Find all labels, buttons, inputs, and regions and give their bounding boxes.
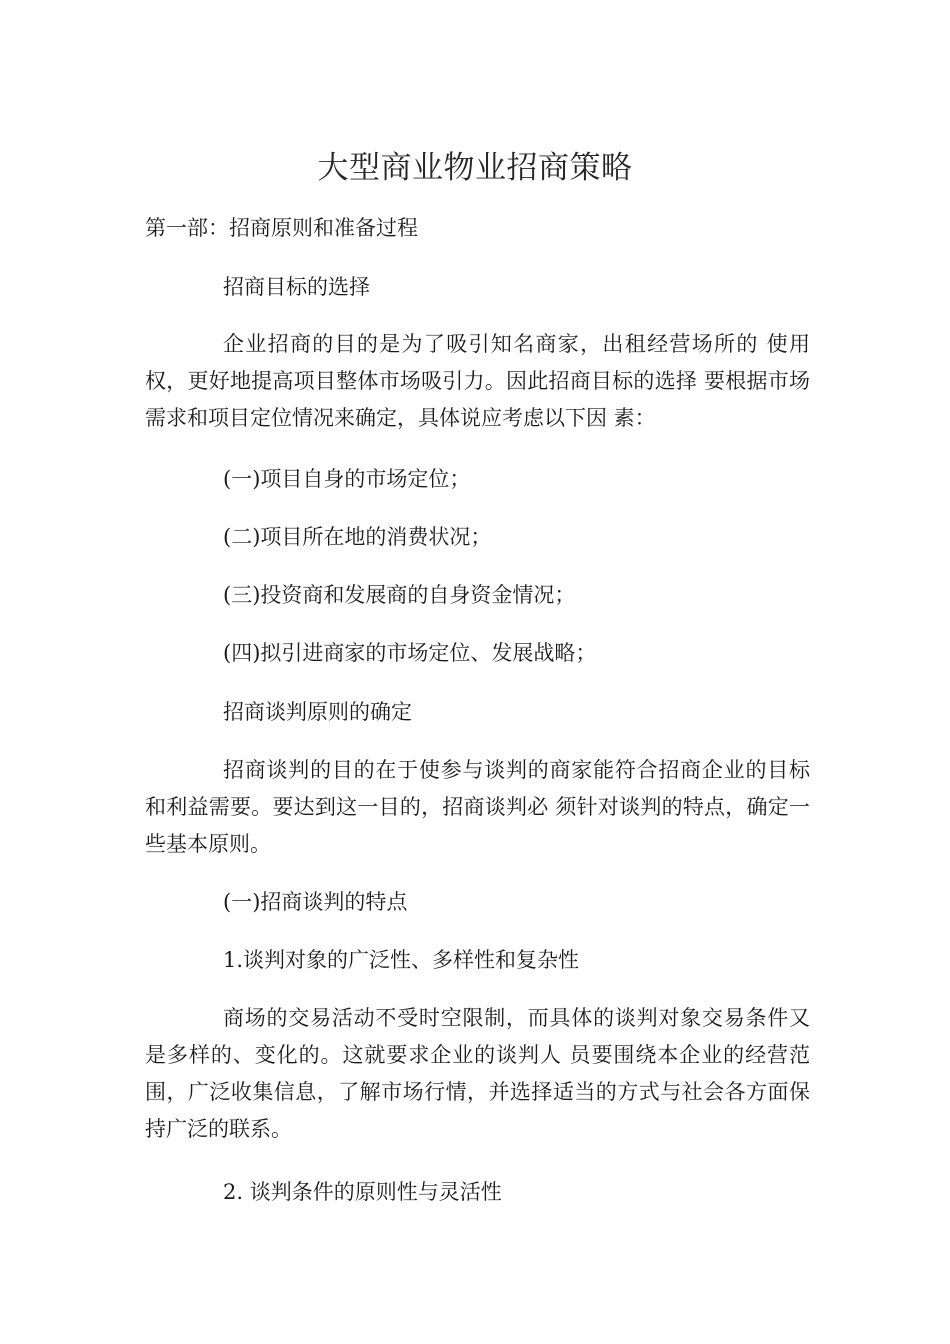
sub-heading-target-selection: 招商目标的选择 — [223, 275, 370, 299]
document-title: 大型商业物业招商策略 — [317, 150, 633, 186]
numbered-item-1: 1.谈判对象的广泛性、多样性和复杂性 — [223, 948, 580, 972]
factor-item: (一)项目自身的市场定位； — [223, 467, 471, 491]
section-heading: 第一部：招商原则和准备过程 — [145, 216, 418, 240]
numbered-item-2: 2. 谈判条件的原则性与灵活性 — [223, 1180, 502, 1204]
paragraph-negotiation-targets: 商场的交易活动不受时空限制，而具体的谈判对象交易条件又是多样的、变化的。这就要求企业的谈判人 员要围绕本企业的经营范围，广泛收集信息，了解市场行情，并选择适当的方式与社会各方面保持广泛的联系。 — [145, 1006, 810, 1141]
factor-item: (四)拟引进商家的市场定位、发展战略； — [223, 641, 597, 665]
paragraph-negotiation-principles: 招商谈判的目的在于使参与谈判的商家能符合招商企业的目标和利益需要。要达到这一目的，招商谈判必 须针对谈判的特点，确定一些基本原则。 — [145, 758, 810, 856]
sub-heading-negotiation-principles: 招商谈判原则的确定 — [223, 700, 412, 724]
factor-item: (三)投资商和发展商的自身资金情况； — [223, 583, 576, 607]
factor-item: (二)项目所在地的消费状况； — [223, 525, 492, 549]
point-heading-negotiation-features: (一)招商谈判的特点 — [223, 890, 408, 914]
paragraph-target-selection: 企业招商的目的是为了吸引知名商家，出租经营场所的 使用权，更好地提高项目整体市场吸引力。因此招商目标的选择 要根据市场需求和项目定位情况来确定，具体说应考虑以下因 素： — [145, 332, 810, 430]
